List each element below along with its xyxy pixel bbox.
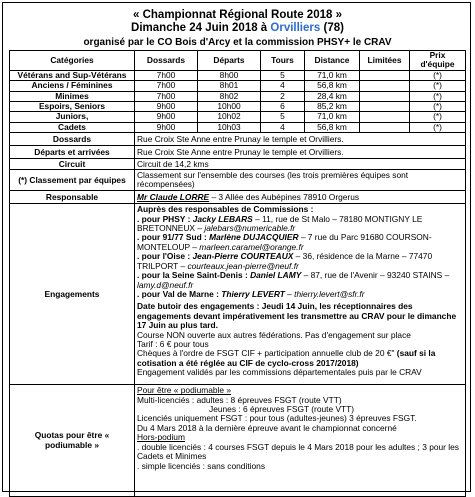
contact-phsy: . pour PHSY : Jacky LEBARS – 11, rue de St Malo – 78180 MONTIGNY LE BRETONNEUX – jalebars@numericable.fr — [137, 213, 423, 234]
info-row-dossards: Dossards Rue Croix Ste Anne entre Prunay le temple et Orvilliers. — [10, 133, 466, 146]
email-phsy: jalebars@numericable.fr — [204, 223, 296, 234]
header-dossards: Dossards — [135, 51, 198, 71]
header-prix: Prix d'équipe — [410, 51, 466, 71]
header-categories: Catégories — [10, 51, 135, 71]
page-title: « Championnat Régional Route 2018 » — [133, 9, 342, 21]
info-row-classement: (*) Classement par équipes Classement sur l'ensemble des courses (les trois premières équipes sont récompensées) — [10, 170, 466, 191]
email-ssd: lamy.d@neuf.fr — [137, 279, 194, 290]
engagements-row: Engagements Auprès des responsables de Commissions : . pour PHSY : Jacky LEBARS – 11, rue de St Malo – 78180 MONTIGNY LE BRETONNEUX – jalebars@numericable.fr . pour 91/77 Sud : Marlène DUJACQUIER – 7 rue du Parc 91680 COURSON-MONTELOUP – marleen.caramel@orange.fr . pour l'Oise : Jean-Pierre COURTEAUX – 36, résidence de la Marne – 77470 TRILPORT – courteaux.jean-pierre@neuf.fr . pour la Seine Saint-Denis : Daniel LAMY – 87, rue de l'Avenir – 93240 STAINS – lamy.d@neuf.fr . pour Val de Marne : Thierry LEVERT – thierry.levert@sfr.fr Date butoir des engagements : Jeudi 14 Juin, les réceptionnaires des engagements devant impérativement les transmettre au CRAV pour le dimanche 17 Juin au plus tard. Course NON ouverte aux autres fédérations. Pas d'engagement sur place Tarif : 6 € pour tous Chèques à l'ordre de FSGT CIF + participation annuelle club de 20 €" (sauf si la cotisation a été réglée au CIF de cyclo-cross 2017/2018) Engagement validés par les commissions départementales puis par le CRAV — [10, 204, 466, 385]
quotas-row: Quotas pour être « podiumable » Pour être « podiumable » Multi-licenciés : adultes : 8 épreuves FSGT (route VTT) Jeunes : 6 épreuves FSGT (route VTT) Licenciés uniquement FSGT : pour tous (adultes-jeunes) 3 épreuves FSGT. Du 4 Mars 2018 à la dernière épreuve avant le championnat concerné Hors-podium . double licenciés : 4 courses FSGT depuis le 4 Mars 2018 pour les adultes ; 3 pour les Cadets et Minimes . simple licenciés : sans conditions — [10, 385, 466, 497]
championship-table — [9, 50, 466, 497]
header-limitees: Limitées — [360, 51, 410, 71]
table-row: Minimes 7h00 8h02 2 28,4 km (*) — [10, 91, 466, 101]
contact-ssd: . pour la Seine Saint-Denis : Daniel LAMY – 87, rue de l'Avenir – 93240 STAINS – lamy.d@neuf.fr — [137, 270, 450, 290]
info-row-circuit: Circuit Circuit de 14,2 kms — [10, 159, 466, 170]
cheques-text: Chèques à l'ordre de FSGT CIF + participation annuelle club de 20 €" (sauf si la cotisation a été réglée au CIF de cyclo-cross 2017/2018) — [137, 348, 436, 368]
header-tours: Tours — [261, 51, 305, 71]
contact-oise: . pour l'Oise : Jean-Pierre COURTEAUX – 36, résidence de la Marne – 77470 TRILPORT – courteaux.jean-pierre@neuf.fr — [137, 251, 433, 271]
table-row: Anciens / Féminines 7h00 8h01 4 56,8 km (*) — [10, 81, 466, 91]
contact-vdm: . pour Val de Marne : Thierry LEVERT – thierry.levert@sfr.fr — [137, 288, 365, 299]
table-row: Espoirs, Seniors 9h00 10h00 6 85,2 km (*) — [10, 102, 466, 112]
organizer-line: organisé par le CO Bois d'Arcy et la commission PHSY+ le CRAV — [83, 37, 392, 48]
responsable-name: Mr Claude LORRE — [137, 191, 210, 202]
header-distance: Distance — [305, 51, 360, 71]
event-city: Orvilliers — [270, 22, 321, 34]
contact-sud: . pour 91/77 Sud : Marlène DUJACQUIER – 7 rue du Parc 91680 COURSON-MONTELOUP – marleen.caramel@orange.fr — [137, 232, 432, 252]
email-vdm: thierry.levert@sfr.fr — [294, 288, 365, 299]
table-row: Vétérans and Sup-Vétérans 7h00 8h00 5 71,0 km (*) — [10, 70, 466, 80]
event-date: Dimanche 24 Juin 2018 à Orvilliers (78) — [131, 22, 344, 34]
table-header-row — [10, 51, 466, 71]
table-row: Cadets 9h00 10h03 4 56,8 km (*) — [10, 122, 466, 132]
email-sud: marleen.caramel@orange.fr — [199, 241, 304, 252]
email-oise: courteaux.jean-pierre@neuf.fr — [187, 260, 299, 271]
info-row-responsable: Responsable Mr Claude LORRE – 3 Allée des Aubépines 78910 Orgerus — [10, 191, 466, 204]
header-departs: Départs — [198, 51, 261, 71]
deadline-text: Date butoir des engagements : Jeudi 14 Juin, les réceptionnaires des engagements devant impérativement les transmettre au CRAV pour le dimanche 17 Juin au plus tard. — [137, 301, 457, 331]
info-row-departs: Départs et arrivées Rue Croix Ste Anne entre Prunay le temple et Orvilliers. — [10, 146, 466, 159]
table-row: Juniors, 9h00 10h02 5 71,0 km (*) — [10, 112, 466, 122]
